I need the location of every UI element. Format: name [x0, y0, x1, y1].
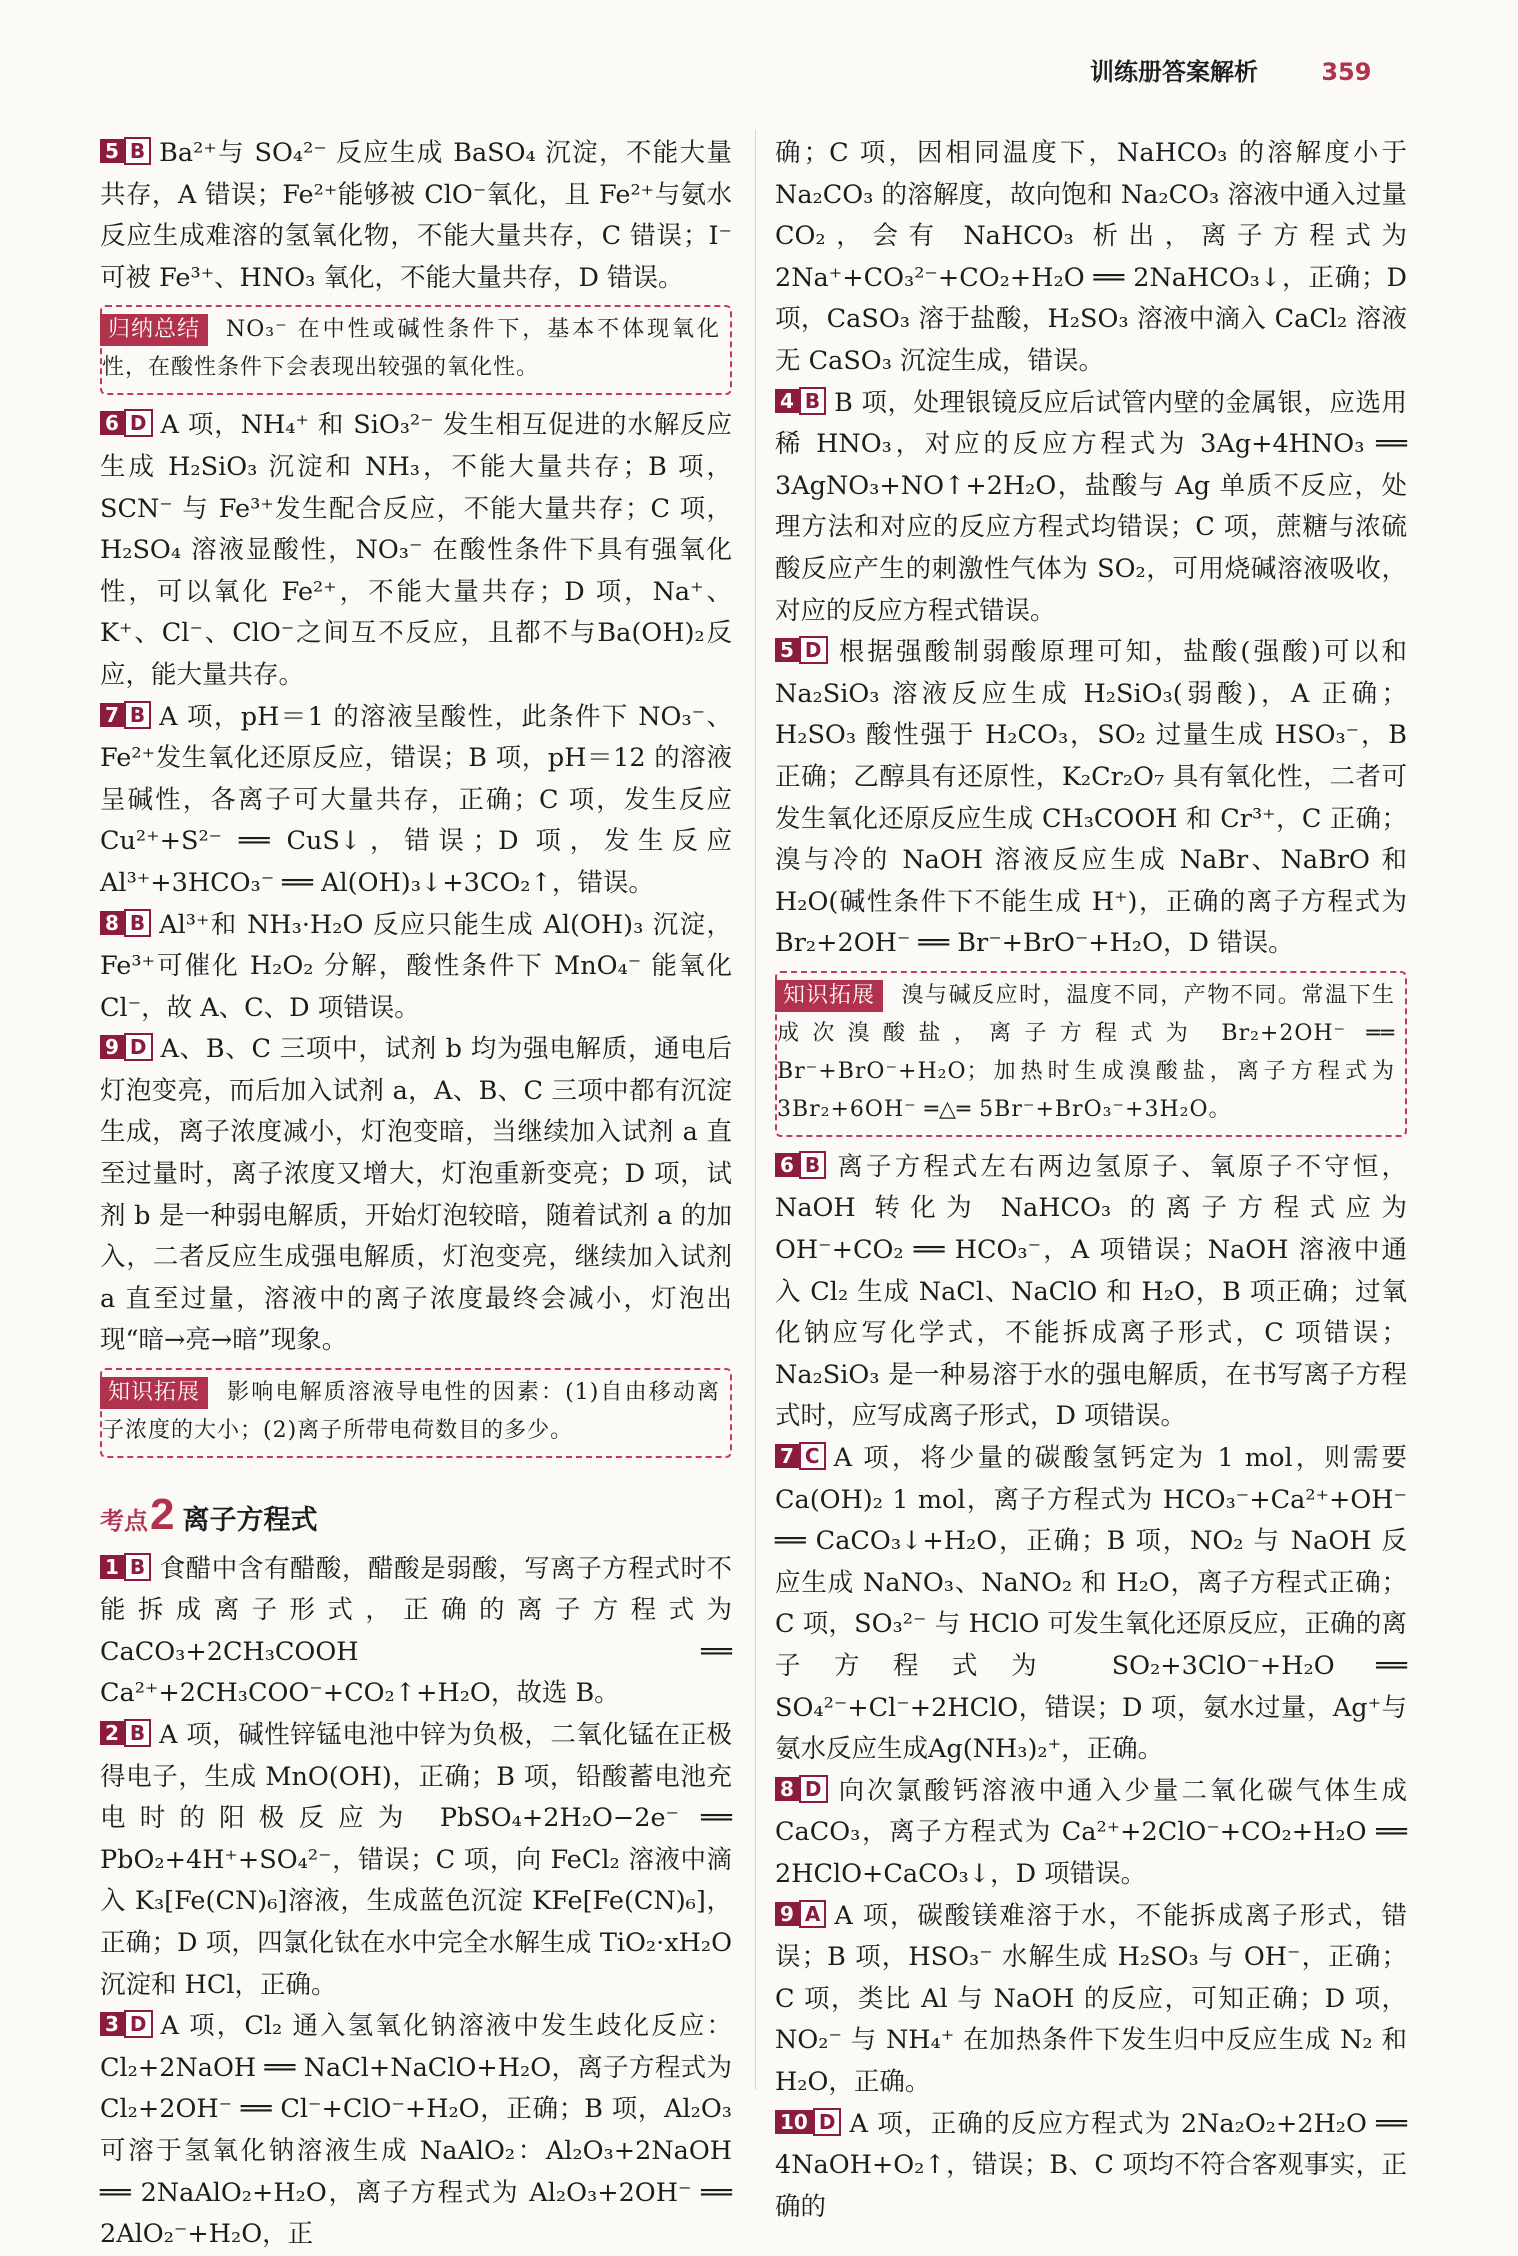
question-tag: 9 A: [775, 1901, 826, 1927]
box-label: 知识拓展: [100, 1377, 208, 1409]
answer-item: 5 B Ba²⁺与 SO₄²⁻ 反应生成 BaSO₄ 沉淀，不能大量共存，A 错误；Fe²⁺能够被 ClO⁻氧化，且 Fe²⁺与氨水反应生成难溶的氢氧化物，不能大量共存，C 错误；I⁻可被 Fe³⁺、HNO₃ 氧化，不能大量共存，D 错误。: [100, 138, 732, 293]
answer-item: 4 B B 项，处理银镜反应后试管内壁的金属银，应选用稀 HNO₃，对应的反应方程式为 3Ag+4HNO₃ ══ 3AgNO₃+NO↑+2H₂O，盐酸与 Ag 单质不反应，处理方法和对应的反应方程式均错误；C 项，蔗糖与浓硫酸反应产生的刺激性气体为 SO₂，可用烧碱溶液吸收，对应的反应方程式错误。: [775, 387, 1407, 626]
question-tag: 9 D: [100, 1034, 153, 1060]
answer-item: 2 B A 项，碱性锌锰电池中锌为负极，二氧化锰在正极得电子，生成 MnO(OH)，正确；B 项，铅酸蓄电池充电时的阳极反应为 PbSO₄+2H₂O−2e⁻ ══ PbO₂+4H⁺+SO₄²⁻，错误；C 项，向 FeCl₂ 溶液中滴入 K₃[Fe(CN)₆]溶液，生成蓝色沉淀 KFe[Fe(CN)₆]，正确；D 项，四氯化钛在水中完全水解生成 TiO₂·xH₂O 沉淀和 HCl，正确。: [100, 1720, 732, 2000]
question-tag: 6 D: [100, 410, 153, 436]
answer-item: 9 D A、B、C 三项中，试剂 b 均为强电解质，通电后灯泡变亮，而后加入试剂 a，A、B、C 三项中都有沉淀生成，离子浓度减小，灯泡变暗，当继续加入试剂 a 直至过量时，离子浓度又增大，灯泡重新变亮；D 项，试剂 b 是一种弱电解质，开始灯泡较暗，随着试剂 a 的加入，二者反应生成强电解质，灯泡变亮，继续加入试剂 a 直至过量，溶液中的离子浓度最终会减小，灯泡出现“暗→亮→暗”现象。: [100, 1034, 732, 1356]
answer-item: 8 D 向次氯酸钙溶液中通入少量二氧化碳气体生成 CaCO₃，离子方程式为 Ca²⁺+2ClO⁻+CO₂+H₂O ══ 2HClO+CaCO₃↓，D 项错误。: [775, 1775, 1407, 1889]
right-column: [775, 133, 1407, 2228]
question-tag: 8 D: [775, 1776, 828, 1802]
box-text: 溴与碱反应时，温度不同，产物不同。常温下生成次溴酸盐，离子方程式为 Br₂+2OH⁻ ══ Br⁻+BrO⁻+H₂O；加热时生成溴酸盐，离子方程式为3Br₂+6OH⁻ ═△═ 5Br⁻+BrO₃⁻+3H₂O。: [777, 982, 1395, 1122]
header-title: 训练册答案解析: [1090, 58, 1258, 86]
box-label: 归纳总结: [100, 314, 208, 346]
question-tag: 8 B: [100, 910, 151, 936]
box-label: 知识拓展: [775, 980, 883, 1012]
answer-item: 10 D A 项，正确的反应方程式为 2Na₂O₂+2H₂O ══ 4NaOH+O₂↑，错误；B、C 项均不符合客观事实，正确的: [775, 2108, 1407, 2222]
question-tag: 4 B: [775, 388, 826, 414]
question-tag: 2 B: [100, 1720, 151, 1746]
answer-item: 9 A A 项，碳酸镁难溶于水，不能拆成离子形式，错误；B 项，HSO₃⁻ 水解生成 H₂SO₃ 与 OH⁻，正确；C 项，类比 Al 与 NaOH 的反应，可知正确；D 项，NO₂⁻ 与 NH₄⁺ 在加热条件下发生归中反应生成 N₂ 和 H₂O，正确。: [775, 1900, 1407, 2097]
summary-box: [100, 305, 732, 395]
answer-item: 1 B 食醋中含有醋酸，醋酸是弱酸，写离子方程式时不能拆成离子形式，正确的离子方程式为 CaCO₃+2CH₃COOH ══ Ca²⁺+2CH₃COO⁻+CO₂↑+H₂O，故选 B。: [100, 1553, 732, 1709]
question-tag: 6 B: [775, 1152, 826, 1178]
knowledge-box: [100, 1368, 732, 1458]
answer-item: 7 C A 项，将少量的碳酸氢钙定为 1 mol，则需要 Ca(OH)₂ 1 mol，离子方程式为 HCO₃⁻+Ca²⁺+OH⁻ ══ CaCO₃↓+H₂O，正确；B 项，NO₂ 与 NaOH 反应生成 NaNO₃、NaNO₂ 和 H₂O，离子方程式正确；C 项，SO₃²⁻ 与 HClO 可发生氧化还原反应，正确的离子方程式为 SO₂+3ClO⁻+H₂O ══ SO₄²⁻+Cl⁻+2HClO，错误；D 项，氨水过量，Ag⁺与氨水反应生成Ag(NH₃)₂⁺，正确。: [775, 1443, 1407, 1765]
knowledge-box: [775, 971, 1407, 1137]
page-number: 359: [1321, 58, 1372, 86]
answer-item: 7 B A 项，pH＝1 的溶液呈酸性，此条件下 NO₃⁻、Fe²⁺发生氧化还原反应，错误；B 项，pH＝12 的溶液呈碱性，各离子可大量共存，正确；C 项，发生反应 Cu²⁺+S²⁻ ══ CuS↓，错误；D 项，发生反应Al³⁺+3HCO₃⁻ ══ Al(OH)₃↓+3CO₂↑，错误。: [100, 701, 732, 898]
question-tag: 7 C: [775, 1443, 826, 1469]
page-header: [1090, 52, 1371, 87]
answer-item: 6 B 离子方程式左右两边氢原子、氧原子不守恒，NaOH 转化为 NaHCO₃ 的离子方程式应为 OH⁻+CO₂ ══ HCO₃⁻，A 项错误；NaOH 溶液中通入 Cl₂ 生成 NaCl、NaClO 和 H₂O，B 项正确；过氧化钠应写化学式，不能拆成离子形式，C 项错误；Na₂SiO₃ 是一种易溶于水的强电解质，在书写离子方程式时，应写成离子形式，D 项错误。: [775, 1151, 1407, 1432]
question-tag: 1 B: [100, 1554, 151, 1580]
answer-item: 5 D 根据强酸制弱酸原理可知，盐酸(强酸)可以和 Na₂SiO₃ 溶液反应生成 H₂SiO₃(弱酸)，A 正确；H₂SO₃ 酸性强于 H₂CO₃，SO₂ 过量生成 HSO₃⁻，B 正确；乙醇具有还原性，K₂Cr₂O₇ 具有氧化性，二者可发生氧化还原反应生成 CH₃COOH 和 Cr³⁺，C 正确；溴与冷的 NaOH 溶液反应生成 NaBr、NaBrO 和 H₂O(碱性条件下不能生成 H⁺)，正确的离子方程式为 Br₂+2OH⁻ ══ Br⁻+BrO⁻+H₂O，D 错误。: [775, 637, 1407, 959]
box-text: 影响电解质溶液导电性的因素：(1)自由移动离子浓度的大小；(2)离子所带电荷数目的多少。: [102, 1380, 720, 1444]
left-column: [100, 133, 732, 2256]
question-tag: 7 B: [100, 702, 151, 728]
question-tag: 3 D: [100, 2011, 153, 2037]
question-tag: 5 D: [775, 637, 828, 663]
answer-item: 8 B Al³⁺和 NH₃·H₂O 反应只能生成 Al(OH)₃ 沉淀，Fe³⁺可催化 H₂O₂ 分解，酸性条件下 MnO₄⁻ 能氧化 Cl⁻，故 A、C、D 项错误。: [100, 909, 732, 1023]
section-heading: 考点2 离子方程式: [100, 1490, 318, 1540]
answer-item: 3 D A 项，Cl₂ 通入氢氧化钠溶液中发生歧化反应：Cl₂+2NaOH ══ NaCl+NaClO+H₂O，离子方程式为 Cl₂+2OH⁻ ══ Cl⁻+ClO⁻+H₂O，正确；B 项，Al₂O₃ 可溶于氢氧化钠溶液生成 NaAlO₂：Al₂O₃+2NaOH ══ 2NaAlO₂+H₂O，离子方程式为 Al₂O₃+2OH⁻ ══ 2AlO₂⁻+H₂O，正: [100, 2011, 732, 2250]
answer-item: 6 D A 项，NH₄⁺ 和 SiO₃²⁻ 发生相互促进的水解反应生成 H₂SiO₃ 沉淀和 NH₃，不能大量共存；B 项，SCN⁻ 与 Fe³⁺发生配合反应，不能大量共存；C 项，H₂SO₄ 溶液显酸性，NO₃⁻ 在酸性条件下具有强氧化性，可以氧化 Fe²⁺，不能大量共存；D 项，Na⁺、K⁺、Cl⁻、ClO⁻之间互不反应，且都不与Ba(OH)₂反应，能大量共存。: [100, 410, 732, 690]
answer-continuation: 确；C 项，因相同温度下，NaHCO₃ 的溶解度小于 Na₂CO₃ 的溶解度，故向饱和 Na₂CO₃ 溶液中通入过量 CO₂，会有 NaHCO₃ 析出，离子方程式为 2Na⁺+CO₃²⁻+CO₂+H₂O ══ 2NaHCO₃↓，正确；D 项，CaSO₃ 溶于盐酸，H₂SO₃ 溶液中滴入 CaCl₂ 溶液无 CaSO₃ 沉淀生成，错误。: [775, 138, 1407, 376]
box-text: NO₃⁻ 在中性或碱性条件下，基本不体现氧化性，在酸性条件下会表现出较强的氧化性。: [102, 317, 720, 381]
question-tag: 5 B: [100, 138, 151, 164]
question-tag: 10 D: [775, 2109, 841, 2135]
column-divider: [755, 130, 756, 2090]
